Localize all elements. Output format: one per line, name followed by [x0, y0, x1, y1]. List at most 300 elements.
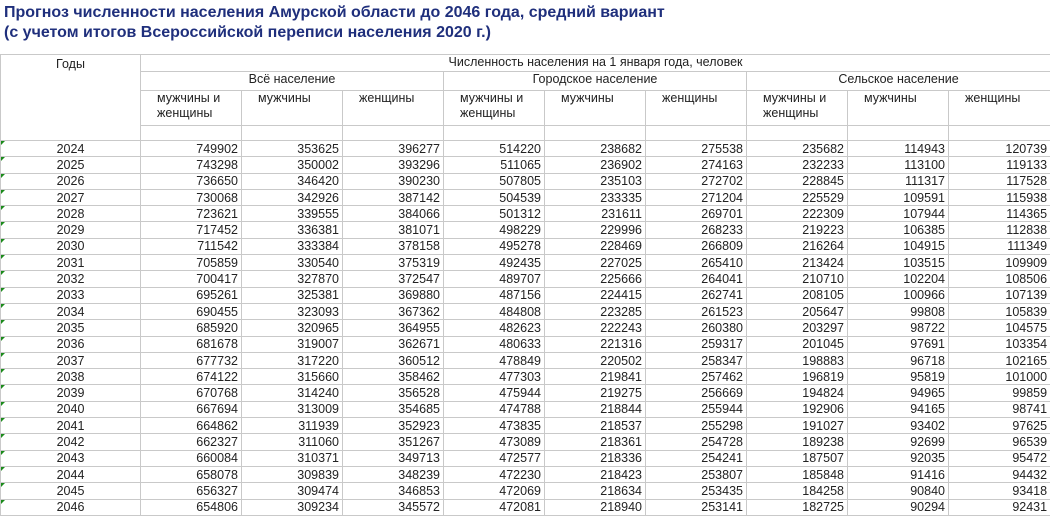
value-cell[interactable]: 381071 — [343, 222, 444, 238]
value-cell[interactable]: 272702 — [646, 173, 747, 189]
value-cell[interactable]: 182725 — [747, 499, 848, 515]
value-cell[interactable]: 208105 — [747, 287, 848, 303]
value-cell[interactable]: 372547 — [343, 271, 444, 287]
value-cell[interactable]: 259317 — [646, 336, 747, 352]
value-cell[interactable]: 235103 — [545, 173, 646, 189]
header-sub-both: мужчины и женщины — [444, 91, 545, 126]
value-cell[interactable]: 393296 — [343, 157, 444, 173]
value-cell[interactable]: 660084 — [141, 450, 242, 466]
value-cell[interactable]: 348239 — [343, 466, 444, 482]
value-cell[interactable]: 333384 — [242, 238, 343, 254]
value-cell[interactable]: 345572 — [343, 499, 444, 515]
year-cell[interactable] — [1, 320, 141, 336]
cell-comment-marker-icon — [1, 222, 5, 226]
value-cell[interactable]: 253435 — [646, 483, 747, 499]
year-label: 2031 — [56, 255, 85, 270]
year-label: 2039 — [56, 386, 85, 401]
table-row — [1, 385, 1050, 401]
value-cell[interactable]: 384066 — [343, 206, 444, 222]
value-cell[interactable]: 93402 — [848, 418, 949, 434]
value-cell[interactable]: 695261 — [141, 287, 242, 303]
value-cell[interactable]: 271204 — [646, 189, 747, 205]
year-label: 2040 — [56, 402, 85, 417]
value-cell[interactable]: 275538 — [646, 141, 747, 157]
value-cell[interactable]: 325381 — [242, 287, 343, 303]
value-cell[interactable]: 95472 — [949, 450, 1050, 466]
header-group-rural: Сельское население — [747, 72, 1050, 91]
header-sub-women: женщины — [343, 91, 444, 126]
header-sub-both: мужчины и женщины — [747, 91, 848, 126]
value-cell[interactable]: 269701 — [646, 206, 747, 222]
year-label: 2026 — [56, 174, 85, 189]
value-cell[interactable]: 103515 — [848, 255, 949, 271]
value-cell[interactable]: 258347 — [646, 352, 747, 368]
value-cell[interactable]: 107139 — [949, 287, 1050, 303]
year-label: 2041 — [56, 418, 85, 433]
value-cell[interactable]: 480633 — [444, 336, 545, 352]
value-cell[interactable]: 387142 — [343, 189, 444, 205]
value-cell[interactable]: 310371 — [242, 450, 343, 466]
table-row — [1, 434, 1050, 450]
value-cell[interactable]: 255298 — [646, 418, 747, 434]
value-cell[interactable]: 473835 — [444, 418, 545, 434]
value-cell[interactable]: 346853 — [343, 483, 444, 499]
value-cell[interactable]: 354685 — [343, 401, 444, 417]
value-cell[interactable]: 218537 — [545, 418, 646, 434]
value-cell[interactable]: 330540 — [242, 255, 343, 271]
value-cell[interactable]: 232233 — [747, 157, 848, 173]
value-cell[interactable]: 222309 — [747, 206, 848, 222]
value-cell[interactable]: 315660 — [242, 369, 343, 385]
cell-comment-marker-icon — [1, 320, 5, 324]
value-cell[interactable]: 98741 — [949, 401, 1050, 417]
value-cell[interactable]: 314240 — [242, 385, 343, 401]
value-cell[interactable]: 360512 — [343, 352, 444, 368]
value-cell[interactable]: 717452 — [141, 222, 242, 238]
value-cell[interactable]: 114365 — [949, 206, 1050, 222]
value-cell[interactable]: 219223 — [747, 222, 848, 238]
value-cell[interactable]: 356528 — [343, 385, 444, 401]
table-row — [1, 352, 1050, 368]
value-cell[interactable]: 218361 — [545, 434, 646, 450]
value-cell[interactable]: 681678 — [141, 336, 242, 352]
year-cell[interactable] — [1, 385, 141, 401]
value-cell[interactable]: 220502 — [545, 352, 646, 368]
value-cell[interactable]: 700417 — [141, 271, 242, 287]
value-cell[interactable]: 210710 — [747, 271, 848, 287]
value-cell[interactable]: 501312 — [444, 206, 545, 222]
year-cell[interactable] — [1, 418, 141, 434]
table-row — [1, 418, 1050, 434]
value-cell[interactable]: 723621 — [141, 206, 242, 222]
year-label: 2035 — [56, 320, 85, 335]
year-cell[interactable] — [1, 352, 141, 368]
value-cell[interactable]: 91416 — [848, 466, 949, 482]
value-cell[interactable]: 111349 — [949, 238, 1050, 254]
value-cell[interactable]: 378158 — [343, 238, 444, 254]
blank-cell — [141, 126, 242, 141]
year-label: 2030 — [56, 239, 85, 254]
value-cell[interactable]: 749902 — [141, 141, 242, 157]
year-cell[interactable] — [1, 141, 141, 157]
year-cell[interactable] — [1, 450, 141, 466]
value-cell[interactable]: 189238 — [747, 434, 848, 450]
value-cell[interactable]: 90294 — [848, 499, 949, 515]
year-cell[interactable] — [1, 434, 141, 450]
value-cell[interactable]: 119133 — [949, 157, 1050, 173]
value-cell[interactable]: 93418 — [949, 483, 1050, 499]
value-cell[interactable]: 101000 — [949, 369, 1050, 385]
value-cell[interactable]: 346420 — [242, 173, 343, 189]
value-cell[interactable]: 317220 — [242, 352, 343, 368]
value-cell[interactable]: 117528 — [949, 173, 1050, 189]
value-cell[interactable]: 114943 — [848, 141, 949, 157]
table-row — [1, 450, 1050, 466]
value-cell[interactable]: 227025 — [545, 255, 646, 271]
table-row — [1, 222, 1050, 238]
value-cell[interactable]: 264041 — [646, 271, 747, 287]
cell-comment-marker-icon — [1, 434, 5, 438]
blank-cell — [949, 126, 1050, 141]
year-cell[interactable] — [1, 287, 141, 303]
cell-comment-marker-icon — [1, 500, 5, 504]
blank-cell — [747, 126, 848, 141]
value-cell[interactable]: 194824 — [747, 385, 848, 401]
value-cell[interactable]: 106385 — [848, 222, 949, 238]
value-cell[interactable]: 228845 — [747, 173, 848, 189]
value-cell[interactable]: 233335 — [545, 189, 646, 205]
value-cell[interactable]: 266809 — [646, 238, 747, 254]
value-cell[interactable]: 253807 — [646, 466, 747, 482]
value-cell[interactable]: 274163 — [646, 157, 747, 173]
value-cell[interactable]: 327870 — [242, 271, 343, 287]
table-header — [1, 55, 1050, 141]
value-cell[interactable]: 203297 — [747, 320, 848, 336]
value-cell[interactable]: 112838 — [949, 222, 1050, 238]
value-cell[interactable]: 342926 — [242, 189, 343, 205]
value-cell[interactable]: 484808 — [444, 303, 545, 319]
year-label: 2024 — [56, 141, 85, 156]
value-cell[interactable]: 109591 — [848, 189, 949, 205]
value-cell[interactable]: 319007 — [242, 336, 343, 352]
year-cell[interactable] — [1, 173, 141, 189]
value-cell[interactable]: 477303 — [444, 369, 545, 385]
value-cell[interactable]: 228469 — [545, 238, 646, 254]
value-cell[interactable]: 94965 — [848, 385, 949, 401]
header-sub-women: женщины — [646, 91, 747, 126]
header-group-total: Всё население — [141, 72, 444, 91]
value-cell[interactable]: 257462 — [646, 369, 747, 385]
value-cell[interactable]: 670768 — [141, 385, 242, 401]
value-cell[interactable]: 92035 — [848, 450, 949, 466]
year-label: 2042 — [56, 434, 85, 449]
value-cell[interactable]: 115938 — [949, 189, 1050, 205]
value-cell[interactable]: 236902 — [545, 157, 646, 173]
value-cell[interactable]: 498229 — [444, 222, 545, 238]
value-cell[interactable]: 92699 — [848, 434, 949, 450]
value-cell[interactable]: 219841 — [545, 369, 646, 385]
value-cell[interactable]: 97691 — [848, 336, 949, 352]
value-cell[interactable]: 113100 — [848, 157, 949, 173]
value-cell[interactable]: 472230 — [444, 466, 545, 482]
value-cell[interactable]: 90840 — [848, 483, 949, 499]
table-row — [1, 287, 1050, 303]
value-cell[interactable]: 198883 — [747, 352, 848, 368]
value-cell[interactable]: 260380 — [646, 320, 747, 336]
table-row — [1, 483, 1050, 499]
table-row — [1, 157, 1050, 173]
value-cell[interactable]: 339555 — [242, 206, 343, 222]
value-cell[interactable]: 268233 — [646, 222, 747, 238]
year-cell[interactable] — [1, 483, 141, 499]
table-row — [1, 206, 1050, 222]
value-cell[interactable]: 730068 — [141, 189, 242, 205]
value-cell[interactable]: 187507 — [747, 450, 848, 466]
value-cell[interactable]: 654806 — [141, 499, 242, 515]
title-line-1: Прогноз численности населения Амурской области до 2046 года, средний вариант — [4, 4, 665, 21]
table-row — [1, 173, 1050, 189]
value-cell[interactable]: 196819 — [747, 369, 848, 385]
header-sub-both: мужчины и женщины — [141, 91, 242, 126]
value-cell[interactable]: 92431 — [949, 499, 1050, 515]
header-sub-men: мужчины — [848, 91, 949, 126]
year-cell[interactable] — [1, 336, 141, 352]
value-cell[interactable]: 474788 — [444, 401, 545, 417]
value-cell[interactable]: 111317 — [848, 173, 949, 189]
table-row — [1, 189, 1050, 205]
value-cell[interactable]: 216264 — [747, 238, 848, 254]
value-cell[interactable]: 352923 — [343, 418, 444, 434]
value-cell[interactable]: 472081 — [444, 499, 545, 515]
blank-cell — [646, 126, 747, 141]
value-cell[interactable]: 109909 — [949, 255, 1050, 271]
cell-comment-marker-icon — [1, 190, 5, 194]
value-cell[interactable]: 229996 — [545, 222, 646, 238]
cell-comment-marker-icon — [1, 271, 5, 275]
value-cell[interactable]: 311939 — [242, 418, 343, 434]
value-cell[interactable]: 658078 — [141, 466, 242, 482]
value-cell[interactable]: 223285 — [545, 303, 646, 319]
value-cell[interactable]: 662327 — [141, 434, 242, 450]
value-cell[interactable]: 99808 — [848, 303, 949, 319]
value-cell[interactable]: 219275 — [545, 385, 646, 401]
value-cell[interactable]: 218634 — [545, 483, 646, 499]
year-cell[interactable] — [1, 255, 141, 271]
value-cell[interactable]: 97625 — [949, 418, 1050, 434]
value-cell[interactable]: 743298 — [141, 157, 242, 173]
table-row — [1, 466, 1050, 482]
value-cell[interactable]: 685920 — [141, 320, 242, 336]
value-cell[interactable]: 98722 — [848, 320, 949, 336]
blank-cell — [545, 126, 646, 141]
value-cell[interactable]: 487156 — [444, 287, 545, 303]
year-cell[interactable] — [1, 157, 141, 173]
value-cell[interactable]: 350002 — [242, 157, 343, 173]
value-cell[interactable]: 656327 — [141, 483, 242, 499]
year-cell[interactable] — [1, 466, 141, 482]
value-cell[interactable]: 218336 — [545, 450, 646, 466]
year-label: 2032 — [56, 272, 85, 287]
value-cell[interactable]: 705859 — [141, 255, 242, 271]
cell-comment-marker-icon — [1, 467, 5, 471]
value-cell[interactable]: 369880 — [343, 287, 444, 303]
value-cell[interactable]: 225529 — [747, 189, 848, 205]
cell-comment-marker-icon — [1, 402, 5, 406]
value-cell[interactable]: 351267 — [343, 434, 444, 450]
value-cell[interactable]: 191027 — [747, 418, 848, 434]
year-cell[interactable] — [1, 369, 141, 385]
value-cell[interactable]: 103354 — [949, 336, 1050, 352]
value-cell[interactable]: 100966 — [848, 287, 949, 303]
value-cell[interactable]: 254241 — [646, 450, 747, 466]
value-cell[interactable]: 99859 — [949, 385, 1050, 401]
value-cell[interactable]: 95819 — [848, 369, 949, 385]
value-cell[interactable]: 225666 — [545, 271, 646, 287]
value-cell[interactable]: 473089 — [444, 434, 545, 450]
year-cell[interactable] — [1, 271, 141, 287]
value-cell[interactable]: 120739 — [949, 141, 1050, 157]
year-cell[interactable] — [1, 222, 141, 238]
value-cell[interactable]: 336381 — [242, 222, 343, 238]
value-cell[interactable]: 349713 — [343, 450, 444, 466]
cell-comment-marker-icon — [1, 304, 5, 308]
value-cell[interactable]: 677732 — [141, 352, 242, 368]
value-cell[interactable]: 222243 — [545, 320, 646, 336]
value-cell[interactable]: 362671 — [343, 336, 444, 352]
value-cell[interactable]: 711542 — [141, 238, 242, 254]
value-cell[interactable]: 235682 — [747, 141, 848, 157]
value-cell[interactable]: 238682 — [545, 141, 646, 157]
blank-cell — [444, 126, 545, 141]
value-cell[interactable]: 104575 — [949, 320, 1050, 336]
year-cell[interactable] — [1, 303, 141, 319]
value-cell[interactable]: 192906 — [747, 401, 848, 417]
value-cell[interactable]: 511065 — [444, 157, 545, 173]
value-cell[interactable]: 256669 — [646, 385, 747, 401]
value-cell[interactable]: 185848 — [747, 466, 848, 482]
value-cell[interactable]: 478849 — [444, 352, 545, 368]
value-cell[interactable]: 102165 — [949, 352, 1050, 368]
value-cell[interactable]: 231611 — [545, 206, 646, 222]
value-cell[interactable]: 736650 — [141, 173, 242, 189]
cell-comment-marker-icon — [1, 451, 5, 455]
cell-comment-marker-icon — [1, 239, 5, 243]
year-cell[interactable] — [1, 401, 141, 417]
value-cell[interactable]: 320965 — [242, 320, 343, 336]
year-cell[interactable] — [1, 206, 141, 222]
value-cell[interactable]: 489707 — [444, 271, 545, 287]
value-cell[interactable]: 667694 — [141, 401, 242, 417]
value-cell[interactable]: 482623 — [444, 320, 545, 336]
value-cell[interactable]: 224415 — [545, 287, 646, 303]
value-cell[interactable]: 507805 — [444, 173, 545, 189]
value-cell[interactable]: 309839 — [242, 466, 343, 482]
value-cell[interactable]: 261523 — [646, 303, 747, 319]
table-row — [1, 336, 1050, 352]
value-cell[interactable]: 323093 — [242, 303, 343, 319]
value-cell[interactable]: 205647 — [747, 303, 848, 319]
value-cell[interactable]: 492435 — [444, 255, 545, 271]
value-cell[interactable]: 213424 — [747, 255, 848, 271]
value-cell[interactable]: 221316 — [545, 336, 646, 352]
header-sub-men: мужчины — [545, 91, 646, 126]
year-label: 2037 — [56, 353, 85, 368]
value-cell[interactable]: 253141 — [646, 499, 747, 515]
year-label: 2038 — [56, 369, 85, 384]
population-table — [0, 54, 1050, 516]
table-body — [1, 141, 1050, 516]
value-cell[interactable]: 396277 — [343, 141, 444, 157]
value-cell[interactable]: 105839 — [949, 303, 1050, 319]
cell-comment-marker-icon — [1, 174, 5, 178]
value-cell[interactable]: 96539 — [949, 434, 1050, 450]
value-cell[interactable]: 102204 — [848, 271, 949, 287]
value-cell[interactable]: 94432 — [949, 466, 1050, 482]
year-cell[interactable] — [1, 189, 141, 205]
table-row — [1, 271, 1050, 287]
value-cell[interactable]: 108506 — [949, 271, 1050, 287]
year-cell[interactable] — [1, 238, 141, 254]
year-label: 2043 — [56, 451, 85, 466]
value-cell[interactable]: 367362 — [343, 303, 444, 319]
table-row — [1, 499, 1050, 515]
value-cell[interactable]: 262741 — [646, 287, 747, 303]
table-row — [1, 303, 1050, 319]
page-title — [4, 3, 665, 43]
value-cell[interactable]: 353625 — [242, 141, 343, 157]
blank-cell — [343, 126, 444, 141]
value-cell[interactable]: 254728 — [646, 434, 747, 450]
value-cell[interactable]: 96718 — [848, 352, 949, 368]
year-label: 2044 — [56, 467, 85, 482]
table-row — [1, 255, 1050, 271]
value-cell[interactable]: 358462 — [343, 369, 444, 385]
value-cell[interactable]: 265410 — [646, 255, 747, 271]
value-cell[interactable]: 390230 — [343, 173, 444, 189]
value-cell[interactable]: 218423 — [545, 466, 646, 482]
value-cell[interactable]: 472577 — [444, 450, 545, 466]
header-years: Годы — [1, 55, 141, 141]
value-cell[interactable]: 255944 — [646, 401, 747, 417]
value-cell[interactable]: 664862 — [141, 418, 242, 434]
value-cell[interactable]: 201045 — [747, 336, 848, 352]
value-cell[interactable]: 184258 — [747, 483, 848, 499]
value-cell[interactable]: 94165 — [848, 401, 949, 417]
header-population-caption: Численность населения на 1 января года, человек — [141, 55, 1050, 72]
value-cell[interactable]: 309234 — [242, 499, 343, 515]
year-label: 2025 — [56, 157, 85, 172]
value-cell[interactable]: 495278 — [444, 238, 545, 254]
value-cell[interactable]: 107944 — [848, 206, 949, 222]
value-cell[interactable]: 313009 — [242, 401, 343, 417]
value-cell[interactable]: 504539 — [444, 189, 545, 205]
value-cell[interactable]: 690455 — [141, 303, 242, 319]
cell-comment-marker-icon — [1, 141, 5, 145]
value-cell[interactable]: 364955 — [343, 320, 444, 336]
year-cell[interactable] — [1, 499, 141, 515]
value-cell[interactable]: 311060 — [242, 434, 343, 450]
value-cell[interactable]: 674122 — [141, 369, 242, 385]
value-cell[interactable]: 475944 — [444, 385, 545, 401]
year-label: 2034 — [56, 304, 85, 319]
value-cell[interactable]: 218844 — [545, 401, 646, 417]
value-cell[interactable]: 104915 — [848, 238, 949, 254]
value-cell[interactable]: 472069 — [444, 483, 545, 499]
value-cell[interactable]: 375319 — [343, 255, 444, 271]
value-cell[interactable]: 218940 — [545, 499, 646, 515]
value-cell[interactable]: 514220 — [444, 141, 545, 157]
value-cell[interactable]: 309474 — [242, 483, 343, 499]
